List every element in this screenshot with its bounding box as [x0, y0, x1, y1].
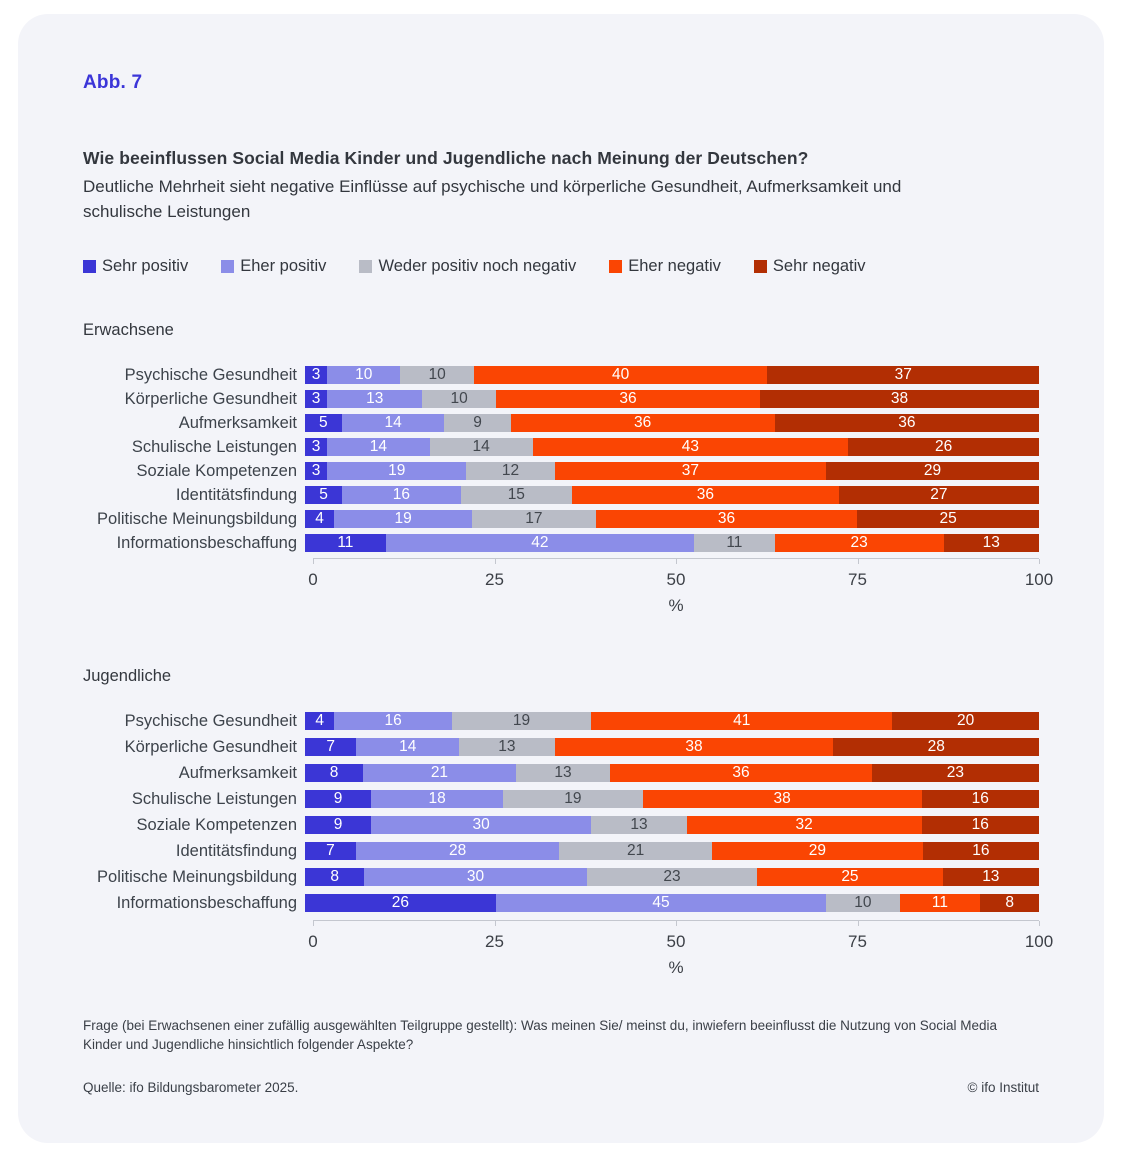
figure-card — [18, 14, 1104, 1143]
bar-track — [305, 510, 1039, 528]
bar-segment-sehr-negativ: 23 — [872, 764, 1039, 782]
bar-segment-sehr-negativ: 38 — [760, 390, 1039, 408]
axis-tick — [1039, 559, 1040, 564]
legend-swatch-sehr-negativ — [754, 260, 767, 273]
chart-row — [83, 816, 1039, 834]
bar-segment-sehr-negativ: 13 — [943, 868, 1039, 886]
category-label: Körperliche Gesundheit — [124, 390, 297, 408]
axis-tick-label: 75 — [848, 570, 867, 589]
axis-tick-label: 0 — [308, 932, 318, 951]
category-label: Politische Meinungsbildung — [97, 868, 297, 886]
bar-segment-eher-positiv: 28 — [356, 842, 559, 860]
legend-label: Sehr negativ — [772, 257, 866, 275]
bar-track — [305, 390, 1039, 408]
bar-segment-sehr-negativ: 8 — [980, 894, 1039, 912]
bar-segment-sehr-negativ: 25 — [857, 510, 1039, 528]
category-label: Informationsbeschaffung — [116, 534, 297, 552]
bar-segment-sehr-negativ: 16 — [922, 816, 1039, 834]
bar-segment-eher-positiv: 14 — [356, 738, 459, 756]
bar-track — [305, 894, 1039, 912]
source-note: Quelle: ifo Bildungsbarometer 2025. — [83, 1080, 299, 1095]
legend-item-sehr-positiv — [83, 257, 188, 276]
category-label: Aufmerksamkeit — [178, 764, 297, 782]
chart-row — [83, 712, 1039, 730]
axis-tick-label: 25 — [485, 932, 504, 951]
bar-segment-eher-positiv: 19 — [334, 510, 472, 528]
category-label: Psychische Gesundheit — [124, 712, 297, 730]
bar-segment-eher-negativ: 29 — [712, 842, 923, 860]
bar-track — [305, 414, 1039, 432]
bar-segment-eher-negativ: 36 — [596, 510, 858, 528]
legend-swatch-weder-positiv-noch-negativ — [359, 260, 372, 273]
bar-track — [305, 842, 1039, 860]
legend-item-sehr-negativ — [754, 257, 866, 276]
chart-row — [83, 790, 1039, 808]
bar-track — [305, 712, 1039, 730]
bar-segment-weder-positiv-noch-negativ: 15 — [461, 486, 572, 504]
bar-segment-eher-positiv: 21 — [363, 764, 516, 782]
axis-tick-label: 100 — [1024, 570, 1054, 589]
axis-tick-label: 50 — [666, 932, 686, 951]
bar-segment-sehr-positiv: 4 — [305, 510, 334, 528]
axis-tick — [676, 921, 677, 926]
bar-segment-eher-negativ: 37 — [555, 462, 827, 480]
bar-segment-eher-positiv: 10 — [327, 366, 400, 384]
axis-tick-label: 0 — [308, 570, 318, 589]
legend-swatch-eher-negativ — [609, 260, 622, 273]
chart-row — [83, 366, 1039, 384]
axis-tick — [495, 921, 496, 926]
legend-swatch-sehr-positiv — [83, 260, 96, 273]
bar-segment-sehr-negativ: 20 — [892, 712, 1039, 730]
bar-segment-eher-negativ: 36 — [496, 390, 760, 408]
bar-track — [305, 738, 1039, 756]
bar-segment-weder-positiv-noch-negativ: 10 — [826, 894, 899, 912]
bar-segment-eher-positiv: 45 — [496, 894, 826, 912]
axis-tick — [1039, 921, 1040, 926]
chart-row — [83, 764, 1039, 782]
bar-segment-eher-positiv: 30 — [364, 868, 586, 886]
bar-segment-sehr-positiv: 26 — [305, 894, 496, 912]
category-label: Identitätsfindung — [175, 486, 297, 504]
legend-label: Eher negativ — [628, 257, 721, 275]
bar-track — [305, 816, 1039, 834]
bar-track — [305, 534, 1039, 552]
bar-segment-weder-positiv-noch-negativ: 17 — [472, 510, 596, 528]
bar-segment-eher-positiv: 14 — [342, 414, 445, 432]
bar-segment-sehr-positiv: 5 — [305, 414, 342, 432]
bar-segment-sehr-positiv: 8 — [305, 868, 364, 886]
bar-segment-sehr-positiv: 3 — [305, 390, 327, 408]
bar-segment-sehr-negativ: 27 — [839, 486, 1039, 504]
bar-segment-eher-negativ: 36 — [610, 764, 872, 782]
bar-segment-weder-positiv-noch-negativ: 13 — [459, 738, 554, 756]
legend-item-weder-positiv-noch-negativ — [359, 257, 576, 276]
x-axis — [308, 558, 1054, 622]
chart-row — [83, 868, 1039, 886]
category-label: Schulische Leistungen — [131, 438, 297, 456]
axis-tick-label: 50 — [666, 570, 686, 589]
bar-track — [305, 868, 1039, 886]
bar-segment-eher-negativ: 41 — [591, 712, 892, 730]
chart-row — [83, 438, 1039, 456]
figure-label: Abb. 7 — [83, 72, 143, 93]
bar-segment-eher-positiv: 30 — [371, 816, 591, 834]
chart-title: Wie beeinflussen Social Media Kinder und Jugendliche nach Meinung der Deutschen? — [83, 148, 809, 168]
bar-segment-sehr-positiv: 11 — [305, 534, 386, 552]
chart-erwachsene — [83, 366, 1054, 622]
bar-segment-sehr-positiv: 9 — [305, 790, 371, 808]
bar-segment-weder-positiv-noch-negativ: 23 — [587, 868, 758, 886]
chart-row — [83, 462, 1039, 480]
bar-segment-eher-positiv: 18 — [371, 790, 503, 808]
legend-label: Eher positiv — [240, 257, 327, 275]
legend-swatch-eher-positiv — [221, 260, 234, 273]
bar-segment-sehr-positiv: 3 — [305, 438, 327, 456]
legend-label: Weder positiv noch negativ — [378, 257, 577, 275]
bar-segment-weder-positiv-noch-negativ: 13 — [591, 816, 686, 834]
chart-row — [83, 738, 1039, 756]
category-label: Identitätsfindung — [175, 842, 297, 860]
bar-segment-eher-negativ: 32 — [687, 816, 922, 834]
bar-track — [305, 790, 1039, 808]
axis-tick — [495, 559, 496, 564]
axis-tick — [313, 559, 314, 564]
source-row — [83, 1080, 1039, 1095]
bar-segment-eher-negativ: 11 — [900, 894, 981, 912]
legend-label: Sehr positiv — [102, 257, 189, 275]
category-label: Aufmerksamkeit — [178, 414, 297, 432]
category-label: Politische Meinungsbildung — [97, 510, 297, 528]
axis-unit-label: % — [668, 958, 684, 977]
bar-segment-sehr-positiv: 3 — [305, 462, 327, 480]
category-label: Körperliche Gesundheit — [124, 738, 297, 756]
bar-segment-weder-positiv-noch-negativ: 19 — [503, 790, 642, 808]
axis-tick-label: 75 — [848, 932, 867, 951]
bar-segment-sehr-positiv: 7 — [305, 738, 356, 756]
category-label: Soziale Kompetenzen — [136, 816, 297, 834]
bar-segment-eher-positiv: 16 — [342, 486, 461, 504]
bar-segment-weder-positiv-noch-negativ: 12 — [466, 462, 554, 480]
bar-track — [305, 764, 1039, 782]
bar-segment-weder-positiv-noch-negativ: 10 — [400, 366, 473, 384]
bar-segment-sehr-positiv: 4 — [305, 712, 334, 730]
bar-segment-sehr-positiv: 8 — [305, 764, 363, 782]
axis-tick-label: 100 — [1024, 932, 1054, 951]
bar-segment-sehr-positiv: 5 — [305, 486, 342, 504]
bar-segment-eher-negativ: 23 — [775, 534, 944, 552]
chart-row — [83, 414, 1039, 432]
bar-segment-weder-positiv-noch-negativ: 9 — [444, 414, 510, 432]
bar-segment-eher-negativ: 25 — [757, 868, 942, 886]
category-label: Psychische Gesundheit — [124, 366, 297, 384]
chart-row — [83, 894, 1039, 912]
axis-unit-label: % — [668, 596, 684, 615]
axis-tick-label: 25 — [485, 570, 504, 589]
bar-segment-eher-positiv: 14 — [327, 438, 430, 456]
x-axis — [308, 920, 1054, 984]
bar-segment-eher-positiv: 13 — [327, 390, 422, 408]
bar-segment-weder-positiv-noch-negativ: 10 — [422, 390, 495, 408]
category-label: Schulische Leistungen — [131, 790, 297, 808]
bar-segment-eher-negativ: 38 — [643, 790, 922, 808]
bar-segment-sehr-negativ: 37 — [767, 366, 1039, 384]
axis-tick — [858, 559, 859, 564]
category-label: Informationsbeschaffung — [116, 894, 297, 912]
group-label-erwachsene: Erwachsene — [83, 321, 174, 339]
copyright-note: © ifo Institut — [967, 1080, 1039, 1095]
bar-segment-sehr-negativ: 36 — [775, 414, 1039, 432]
chart-row — [83, 486, 1039, 504]
bar-segment-weder-positiv-noch-negativ: 13 — [516, 764, 610, 782]
axis-tick — [858, 921, 859, 926]
bar-segment-sehr-positiv: 7 — [305, 842, 356, 860]
bar-segment-sehr-negativ: 16 — [922, 790, 1039, 808]
bar-track — [305, 366, 1039, 384]
chart-row — [83, 390, 1039, 408]
bar-segment-sehr-negativ: 28 — [833, 738, 1039, 756]
footnote: Frage (bei Erwachsenen einer zufällig ausgewählten Teilgruppe gestellt): Was meinen Sie/ meinst du, inwiefern beeinflusst die Nutzung von Social Media Kinder und Jugendliche hinsichtlich folgender Aspekte? — [83, 1018, 997, 1052]
bar-segment-sehr-negativ: 26 — [848, 438, 1039, 456]
bar-segment-weder-positiv-noch-negativ: 14 — [430, 438, 533, 456]
bar-segment-sehr-negativ: 29 — [826, 462, 1039, 480]
axis-tick — [676, 559, 677, 564]
chart-row — [83, 534, 1039, 552]
legend-item-eher-negativ — [609, 257, 721, 276]
bar-segment-eher-positiv: 42 — [386, 534, 694, 552]
bar-segment-sehr-positiv: 9 — [305, 816, 371, 834]
chart-jugendliche — [83, 712, 1054, 984]
bar-segment-eher-negativ: 43 — [533, 438, 849, 456]
chart-row — [83, 510, 1039, 528]
bar-segment-sehr-positiv: 3 — [305, 366, 327, 384]
bar-track — [305, 462, 1039, 480]
bar-track — [305, 438, 1039, 456]
legend — [83, 257, 1039, 276]
bar-segment-weder-positiv-noch-negativ: 19 — [452, 712, 591, 730]
bar-segment-weder-positiv-noch-negativ: 21 — [559, 842, 712, 860]
bar-segment-sehr-negativ: 16 — [923, 842, 1039, 860]
bar-segment-weder-positiv-noch-negativ: 11 — [694, 534, 775, 552]
category-label: Soziale Kompetenzen — [136, 462, 297, 480]
bar-segment-eher-negativ: 38 — [555, 738, 834, 756]
group-label-jugendliche: Jugendliche — [83, 667, 172, 685]
bar-segment-eher-negativ: 36 — [572, 486, 839, 504]
legend-item-eher-positiv — [221, 257, 326, 276]
bar-segment-eher-positiv: 19 — [327, 462, 466, 480]
bar-track — [305, 486, 1039, 504]
axis-tick — [313, 921, 314, 926]
chart-row — [83, 842, 1039, 860]
bar-segment-sehr-negativ: 13 — [944, 534, 1039, 552]
bar-segment-eher-negativ: 40 — [474, 366, 768, 384]
bar-segment-eher-negativ: 36 — [511, 414, 775, 432]
bar-segment-eher-positiv: 16 — [334, 712, 451, 730]
chart-subtitle: Deutliche Mehrheit sieht negative Einflüsse auf psychische und körperliche Gesundheit, Aufmerksamkeit und schulische Leistungen — [83, 177, 902, 221]
